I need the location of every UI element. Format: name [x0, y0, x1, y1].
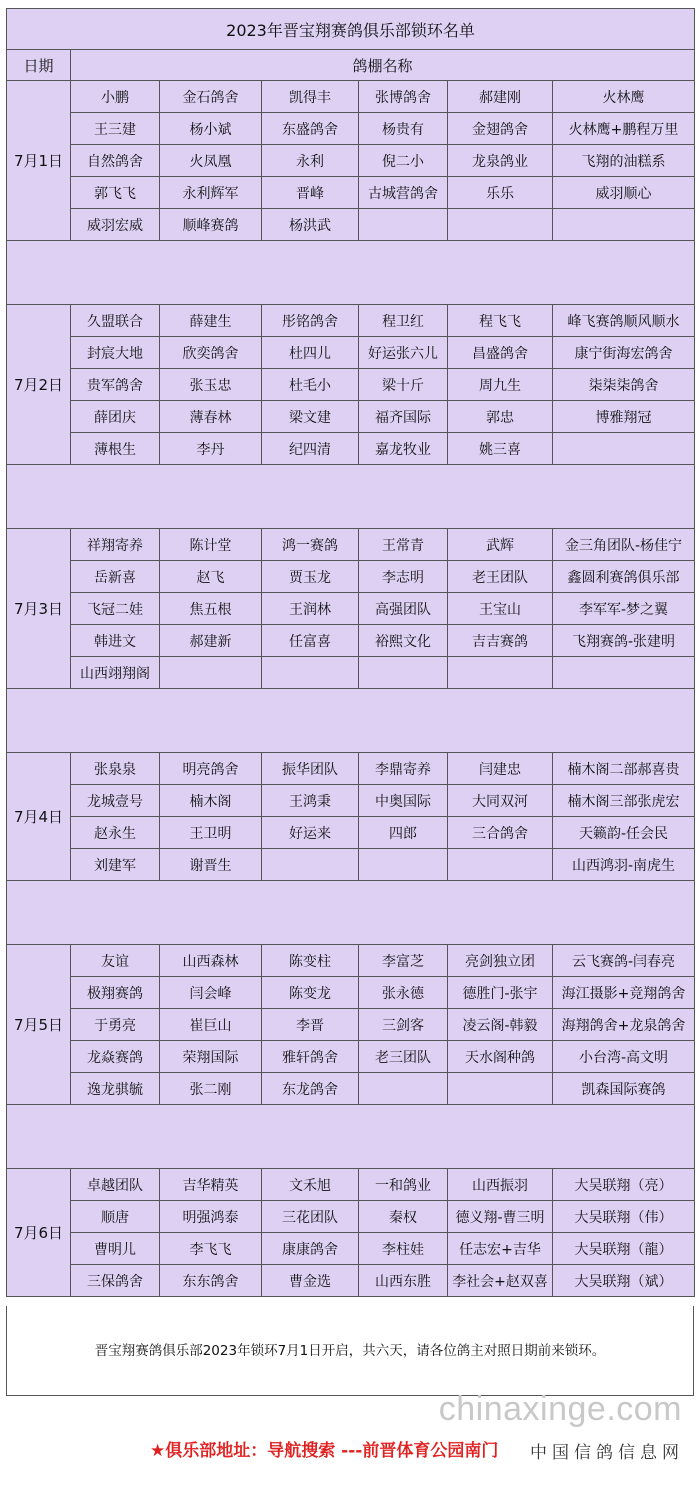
- loft-name-cell: 楠木阁三部张虎宏: [553, 785, 695, 817]
- loft-name-cell: 龙焱赛鸽: [71, 1041, 160, 1073]
- date-cell: 7月3日: [7, 529, 71, 689]
- loft-name-cell: 薄根生: [71, 433, 160, 465]
- loft-name-cell: 金翅鸽舍: [448, 113, 553, 145]
- date-cell: 7月2日: [7, 305, 71, 465]
- loft-name-cell: 老王团队: [448, 561, 553, 593]
- loft-name-cell: 极翔赛鸽: [71, 977, 160, 1009]
- loft-name-cell: 小台湾-高文明: [553, 1041, 695, 1073]
- loft-name-cell: 小鹏: [71, 81, 160, 113]
- loft-name-cell: 顺唐: [71, 1201, 160, 1233]
- roster-row: [7, 625, 695, 657]
- lock-ring-roster-table: [6, 8, 695, 1297]
- loft-name-cell: [553, 657, 695, 689]
- loft-name-cell: 薛建生: [160, 305, 262, 337]
- loft-name-cell: 古城营鸽舍: [359, 177, 448, 209]
- loft-name-cell: 火林鹰: [553, 81, 695, 113]
- group-spacer: [7, 241, 695, 305]
- loft-name-cell: 龙城壹号: [71, 785, 160, 817]
- loft-name-cell: 嘉龙牧业: [359, 433, 448, 465]
- loft-name-cell: 明强鸿泰: [160, 1201, 262, 1233]
- loft-name-cell: 封宸大地: [71, 337, 160, 369]
- loft-name-cell: 好运来: [262, 817, 359, 849]
- loft-name-cell: 岳新喜: [71, 561, 160, 593]
- loft-name-cell: 山西东胜: [359, 1265, 448, 1297]
- loft-name-cell: 任志宏+吉华: [448, 1233, 553, 1265]
- loft-name-cell: 陈变柱: [262, 945, 359, 977]
- group-spacer: [7, 881, 695, 945]
- loft-name-cell: 明亮鸽舍: [160, 753, 262, 785]
- loft-name-cell: 金石鸽舍: [160, 81, 262, 113]
- loft-name-cell: 倪二小: [359, 145, 448, 177]
- loft-name-cell: 杨贵有: [359, 113, 448, 145]
- loft-name-cell: 李鼎寄养: [359, 753, 448, 785]
- loft-name-cell: [160, 657, 262, 689]
- loft-name-cell: 李社会+赵双喜: [448, 1265, 553, 1297]
- loft-name-cell: 吉吉赛鸽: [448, 625, 553, 657]
- roster-row: [7, 753, 695, 785]
- loft-name-cell: 大吴联翔（伟）: [553, 1201, 695, 1233]
- loft-name-cell: 雅轩鸽舍: [262, 1041, 359, 1073]
- loft-name-cell: 李飞飞: [160, 1233, 262, 1265]
- loft-name-cell: 龙泉鸽业: [448, 145, 553, 177]
- date-cell: 7月5日: [7, 945, 71, 1105]
- loft-name-cell: 高强团队: [359, 593, 448, 625]
- loft-name-cell: 贾玉龙: [262, 561, 359, 593]
- loft-name-cell: 王卫明: [160, 817, 262, 849]
- roster-row: [7, 1169, 695, 1201]
- loft-name-cell: 于勇亮: [71, 1009, 160, 1041]
- loft-name-cell: 姚三喜: [448, 433, 553, 465]
- loft-name-cell: 程飞飞: [448, 305, 553, 337]
- footer-note: 晋宝翔赛鸽俱乐部2023年锁环7月1日开启，共六天，请各位鸽主对照日期前来锁环。: [6, 1306, 694, 1396]
- loft-name-cell: 薛团庆: [71, 401, 160, 433]
- loft-name-cell: 郝建新: [160, 625, 262, 657]
- loft-name-cell: 凯得丰: [262, 81, 359, 113]
- loft-name-cell: 焦五根: [160, 593, 262, 625]
- loft-name-cell: 谢晋生: [160, 849, 262, 881]
- loft-name-cell: 晋峰: [262, 177, 359, 209]
- loft-name-cell: [448, 657, 553, 689]
- loft-name-cell: 三剑客: [359, 1009, 448, 1041]
- loft-name-cell: 楠木阁二部郝喜贵: [553, 753, 695, 785]
- loft-name-column-header: 鸽棚名称: [71, 50, 695, 81]
- loft-name-cell: 乐乐: [448, 177, 553, 209]
- loft-name-cell: 顺峰赛鸽: [160, 209, 262, 241]
- loft-name-cell: 凌云阁-韩毅: [448, 1009, 553, 1041]
- roster-row: [7, 305, 695, 337]
- loft-name-cell: 天水阁种鸽: [448, 1041, 553, 1073]
- loft-name-cell: 三花团队: [262, 1201, 359, 1233]
- roster-row: [7, 785, 695, 817]
- loft-name-cell: 王鸿秉: [262, 785, 359, 817]
- loft-name-cell: 闫会峰: [160, 977, 262, 1009]
- loft-name-cell: 王润林: [262, 593, 359, 625]
- loft-name-cell: 武辉: [448, 529, 553, 561]
- roster-row: [7, 369, 695, 401]
- roster-row: [7, 1233, 695, 1265]
- loft-name-cell: 凯森国际赛鸽: [553, 1073, 695, 1105]
- loft-name-cell: 逸龙骐毓: [71, 1073, 160, 1105]
- roster-row: [7, 401, 695, 433]
- loft-name-cell: 永利: [262, 145, 359, 177]
- loft-name-cell: [262, 657, 359, 689]
- roster-row: [7, 529, 695, 561]
- loft-name-cell: 张永德: [359, 977, 448, 1009]
- loft-name-cell: 天籁韵-任会民: [553, 817, 695, 849]
- loft-name-cell: 东盛鸽舍: [262, 113, 359, 145]
- loft-name-cell: 王常青: [359, 529, 448, 561]
- loft-name-cell: 东东鸽舍: [160, 1265, 262, 1297]
- loft-name-cell: 陈计堂: [160, 529, 262, 561]
- loft-name-cell: 纪四清: [262, 433, 359, 465]
- loft-name-cell: 火凤凰: [160, 145, 262, 177]
- loft-name-cell: [359, 209, 448, 241]
- loft-name-cell: 昌盛鸽舍: [448, 337, 553, 369]
- loft-name-cell: 福齐国际: [359, 401, 448, 433]
- roster-row: [7, 433, 695, 465]
- loft-name-cell: 郝建刚: [448, 81, 553, 113]
- roster-row: [7, 977, 695, 1009]
- loft-name-cell: 大吴联翔（亮）: [553, 1169, 695, 1201]
- loft-name-cell: 杨洪武: [262, 209, 359, 241]
- roster-row: [7, 337, 695, 369]
- loft-name-cell: 杜四儿: [262, 337, 359, 369]
- roster-row: [7, 945, 695, 977]
- loft-name-cell: 李柱娃: [359, 1233, 448, 1265]
- loft-name-cell: 山西振羽: [448, 1169, 553, 1201]
- date-cell: 7月6日: [7, 1169, 71, 1297]
- loft-name-cell: 欣奕鸽舍: [160, 337, 262, 369]
- loft-name-cell: 好运张六儿: [359, 337, 448, 369]
- loft-name-cell: 老三团队: [359, 1041, 448, 1073]
- loft-name-cell: 友谊: [71, 945, 160, 977]
- loft-name-cell: 三合鸽舍: [448, 817, 553, 849]
- loft-name-cell: 彤铭鸽舍: [262, 305, 359, 337]
- loft-name-cell: [553, 209, 695, 241]
- roster-row: [7, 209, 695, 241]
- loft-name-cell: 李军军-梦之翼: [553, 593, 695, 625]
- club-address: ★俱乐部地址：导航搜索 ---前晋体育公园南门: [150, 1441, 499, 1461]
- loft-name-cell: 韩进文: [71, 625, 160, 657]
- loft-name-cell: 赵飞: [160, 561, 262, 593]
- loft-name-cell: 云飞赛鸽-闫春亮: [553, 945, 695, 977]
- roster-row: [7, 1041, 695, 1073]
- loft-name-cell: 亮剑独立团: [448, 945, 553, 977]
- loft-name-cell: 薄春林: [160, 401, 262, 433]
- group-spacer: [7, 465, 695, 529]
- date-cell: 7月4日: [7, 753, 71, 881]
- loft-name-cell: 贵军鸽舍: [71, 369, 160, 401]
- roster-row: [7, 81, 695, 113]
- loft-name-cell: [359, 849, 448, 881]
- loft-name-cell: 张玉忠: [160, 369, 262, 401]
- roster-row: [7, 113, 695, 145]
- loft-name-cell: 任富喜: [262, 625, 359, 657]
- loft-name-cell: 康宁街海宏鸽舍: [553, 337, 695, 369]
- roster-row: [7, 1073, 695, 1105]
- loft-name-cell: 四郎: [359, 817, 448, 849]
- loft-name-cell: 东龙鸽舍: [262, 1073, 359, 1105]
- loft-name-cell: 海江摄影+竞翔鸽舍: [553, 977, 695, 1009]
- loft-name-cell: 柒柒柒鸽舍: [553, 369, 695, 401]
- group-spacer: [7, 689, 695, 753]
- loft-name-cell: 杨小斌: [160, 113, 262, 145]
- loft-name-cell: 海翔鸽舍+龙泉鸽舍: [553, 1009, 695, 1041]
- loft-name-cell: 三保鸽舍: [71, 1265, 160, 1297]
- loft-name-cell: 荣翔国际: [160, 1041, 262, 1073]
- loft-name-cell: [448, 1073, 553, 1105]
- roster-row: [7, 177, 695, 209]
- loft-name-cell: 大同双河: [448, 785, 553, 817]
- loft-name-cell: 梁文建: [262, 401, 359, 433]
- loft-name-cell: 杜毛小: [262, 369, 359, 401]
- group-spacer-row: [7, 689, 695, 753]
- group-spacer-row: [7, 241, 695, 305]
- group-spacer-row: [7, 1105, 695, 1169]
- roster-row: [7, 1265, 695, 1297]
- loft-name-cell: 曹金选: [262, 1265, 359, 1297]
- loft-name-cell: 郭飞飞: [71, 177, 160, 209]
- loft-name-cell: 自然鸽舍: [71, 145, 160, 177]
- loft-name-cell: 威羽顺心: [553, 177, 695, 209]
- loft-name-cell: 一和鸽业: [359, 1169, 448, 1201]
- roster-row: [7, 1009, 695, 1041]
- group-spacer-row: [7, 881, 695, 945]
- loft-name-cell: 周九生: [448, 369, 553, 401]
- loft-name-cell: 飞翔的油糕系: [553, 145, 695, 177]
- loft-name-cell: 振华团队: [262, 753, 359, 785]
- loft-name-cell: 德义翔-曹三明: [448, 1201, 553, 1233]
- loft-name-cell: 祥翔寄养: [71, 529, 160, 561]
- watermark-text: chinaxinge.com: [438, 1390, 682, 1428]
- loft-name-cell: 金三角团队-杨佳宁: [553, 529, 695, 561]
- loft-name-cell: 李富芝: [359, 945, 448, 977]
- loft-name-cell: 裕熙文化: [359, 625, 448, 657]
- roster-row: [7, 657, 695, 689]
- loft-name-cell: 张二刚: [160, 1073, 262, 1105]
- loft-name-cell: 火林鹰+鹏程万里: [553, 113, 695, 145]
- loft-name-cell: 山西翊翔阁: [71, 657, 160, 689]
- loft-name-cell: [448, 209, 553, 241]
- roster-row: [7, 561, 695, 593]
- loft-name-cell: 久盟联合: [71, 305, 160, 337]
- loft-name-cell: 陈变龙: [262, 977, 359, 1009]
- loft-name-cell: 崔巨山: [160, 1009, 262, 1041]
- loft-name-cell: 梁十斤: [359, 369, 448, 401]
- loft-name-cell: 威羽宏威: [71, 209, 160, 241]
- loft-name-cell: 吉华精英: [160, 1169, 262, 1201]
- loft-name-cell: 王三建: [71, 113, 160, 145]
- loft-name-cell: 秦权: [359, 1201, 448, 1233]
- loft-name-cell: 大吴联翔（斌）: [553, 1265, 695, 1297]
- loft-name-cell: 飞翔赛鸽-张建明: [553, 625, 695, 657]
- loft-name-cell: 峰飞赛鸽顺风顺水: [553, 305, 695, 337]
- loft-name-cell: [262, 849, 359, 881]
- loft-name-cell: 李晋: [262, 1009, 359, 1041]
- loft-name-cell: 德胜门-张宇: [448, 977, 553, 1009]
- group-spacer-row: [7, 465, 695, 529]
- loft-name-cell: 王宝山: [448, 593, 553, 625]
- loft-name-cell: 赵永生: [71, 817, 160, 849]
- loft-name-cell: 李丹: [160, 433, 262, 465]
- date-cell: 7月1日: [7, 81, 71, 241]
- loft-name-cell: 山西鸿羽-南虎生: [553, 849, 695, 881]
- loft-name-cell: 卓越团队: [71, 1169, 160, 1201]
- loft-name-cell: 飞冠二娃: [71, 593, 160, 625]
- loft-name-cell: [553, 433, 695, 465]
- site-name: 中国信鸽信息网: [530, 1443, 684, 1463]
- loft-name-cell: 曹明儿: [71, 1233, 160, 1265]
- loft-name-cell: 鑫圆利赛鸽俱乐部: [553, 561, 695, 593]
- loft-name-cell: 楠木阁: [160, 785, 262, 817]
- loft-name-cell: 中奥国际: [359, 785, 448, 817]
- loft-name-cell: 闫建忠: [448, 753, 553, 785]
- roster-row: [7, 1201, 695, 1233]
- loft-name-cell: 李志明: [359, 561, 448, 593]
- loft-name-cell: 永利辉军: [160, 177, 262, 209]
- loft-name-cell: 鸿一赛鸽: [262, 529, 359, 561]
- group-spacer: [7, 1105, 695, 1169]
- roster-row: [7, 817, 695, 849]
- page-title: 2023年晋宝翔赛鸽俱乐部锁环名单: [7, 9, 695, 50]
- loft-name-cell: 博雅翔冠: [553, 401, 695, 433]
- loft-name-cell: 大吴联翔（龍）: [553, 1233, 695, 1265]
- loft-name-cell: 文禾旭: [262, 1169, 359, 1201]
- roster-row: [7, 849, 695, 881]
- loft-name-cell: [359, 657, 448, 689]
- roster-row: [7, 145, 695, 177]
- loft-name-cell: 张博鸽舍: [359, 81, 448, 113]
- loft-name-cell: 程卫红: [359, 305, 448, 337]
- roster-row: [7, 593, 695, 625]
- loft-name-cell: [448, 849, 553, 881]
- loft-name-cell: 郭忠: [448, 401, 553, 433]
- date-column-header: 日期: [7, 50, 71, 81]
- loft-name-cell: 张泉泉: [71, 753, 160, 785]
- loft-name-cell: [359, 1073, 448, 1105]
- loft-name-cell: 康康鸽舍: [262, 1233, 359, 1265]
- loft-name-cell: 刘建军: [71, 849, 160, 881]
- loft-name-cell: 山西森林: [160, 945, 262, 977]
